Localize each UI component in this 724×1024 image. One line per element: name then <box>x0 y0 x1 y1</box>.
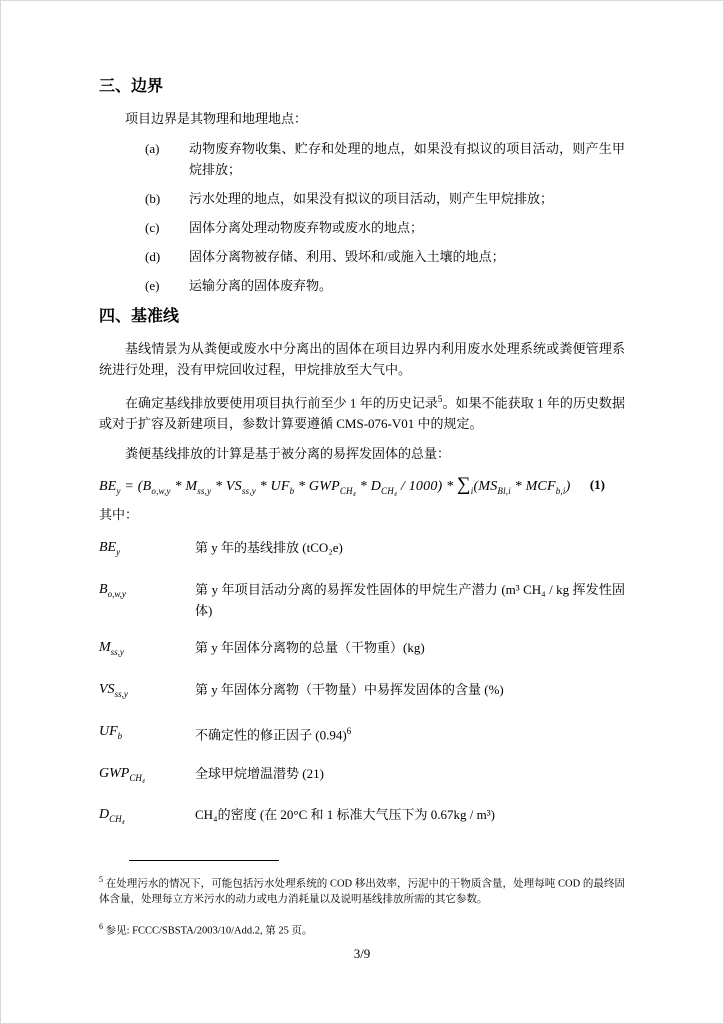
footnote-6-marker: 6 <box>99 921 103 931</box>
section-heading-boundary: 三、边界 <box>99 78 164 95</box>
term-row <box>99 637 625 663</box>
list-item-text: 固体分离处理动物废弃物或废水的地点； <box>189 220 424 235</box>
baseline-paragraph-2-text: 在确定基线排放要使用项目执行前至少 1 年的历史记录 <box>125 395 438 411</box>
term-definition: CH₄的密度 (在 20°C 和 1 标准大气压下为 0.67kg / m³) <box>195 807 495 823</box>
list-item <box>99 275 625 296</box>
list-item <box>99 217 625 238</box>
term-row <box>99 537 625 563</box>
footnote-6 <box>99 919 625 940</box>
equation-1-row <box>99 474 625 496</box>
section-heading-baseline: 四、基准线 <box>99 308 180 325</box>
term-symbol: $VS_{ss,y}$ <box>99 681 128 699</box>
formula-expression: $BE_y = (B_{o,w,y} * M_{ss,y} * VS_{ss,y} * UF_b * GWP_{CH_4} * D_{CH_4} / 1000) * \sum_i(MS_{Bl,i} * MCF_{b,i})$ <box>99 474 571 497</box>
list-item-label: (c) <box>145 220 160 235</box>
term-row <box>99 679 625 705</box>
footnote-reference-5: 5 <box>437 394 443 404</box>
footnote-5 <box>99 872 625 909</box>
term-symbol: $D_{CH_4}$ <box>99 807 125 825</box>
list-item <box>99 138 625 180</box>
list-item-text: 污水处理的地点，如果没有拟议的项目活动，则产生甲烷排放； <box>189 191 554 206</box>
footnote-reference-6: 6 <box>346 725 352 736</box>
equation-number: (1) <box>589 477 605 493</box>
term-row <box>99 763 625 789</box>
boundary-list <box>99 138 625 296</box>
boundary-intro-paragraph: 项目边界是其物理和地理地点： <box>125 111 308 126</box>
footnote-5-marker: 5 <box>99 874 103 884</box>
list-item <box>99 188 625 209</box>
baseline-paragraph-1: 基线情景为从粪便或废水中分离出的固体在项目边界内利用废水处理系统或粪便管理系统进行处理，没有甲烷回收过程，甲烷排放至大气中。 <box>99 341 625 377</box>
term-definition: 不确定性的修正因子 $(0.94)^6$ <box>195 725 352 743</box>
baseline-paragraph-3: 粪便基线排放的计算是基于被分离的易挥发固体的总量： <box>125 446 451 462</box>
page-number: 3/9 <box>353 946 371 961</box>
list-item-label: (e) <box>145 278 160 293</box>
list-item-label: (b) <box>145 191 161 206</box>
list-item-text: 固体分离物被存储、利用、毁坏和/或施入土壤的地点； <box>189 249 505 264</box>
list-item-label: (a) <box>145 141 160 156</box>
term-symbol: $BE_y$ <box>99 540 121 558</box>
term-row <box>99 579 625 621</box>
footnote-6-text: 参见: FCCC/SBSTA/2003/10/Add.2, 第 25 页。 <box>105 925 313 936</box>
term-definition: 第 y 年固体分离物的总量（干物重）(kg) <box>195 640 425 656</box>
term-row <box>99 804 625 830</box>
term-definition: 全球甲烷增温潜势 (21) <box>195 765 324 781</box>
where-label: 其中： <box>99 507 139 523</box>
footnote-5-text: 在处理污水的情况下，可能包括污水处理系统的 COD 移出效率，污泥中的干物质含量，处理每吨 COD 的最终固体含量，处理每立方米污水的动力或电力消耗量以及说明基线排放所需的其它参数。 <box>99 878 626 905</box>
term-definition: 第 y 年项目活动分离的易挥发性固体的甲烷生产潜力 (m³ CH₄ / kg 挥发性固体) <box>195 582 625 619</box>
footnotes-area <box>99 860 625 941</box>
term-definition: 第 y 年的基线排放 (tCO₂e) <box>195 540 343 556</box>
term-definition: 第 y 年固体分离物（干物量）中易挥发固体的含量 (%) <box>195 681 504 697</box>
term-definitions <box>99 537 625 830</box>
term-symbol: $B_{o,w,y}$ <box>99 582 126 599</box>
term-symbol: $GWP_{CH_4}$ <box>99 765 145 783</box>
baseline-paragraph-2 <box>99 389 625 434</box>
list-item-text: 动物废弃物收集、贮存和处理的地点，如果没有拟议的项目活动，则产生甲烷排放； <box>189 141 625 177</box>
list-item-label: (d) <box>145 249 161 264</box>
footnote-separator-rule <box>129 860 279 861</box>
list-item <box>99 246 625 267</box>
baseline-paragraph-2-text: 。如果不能获取 1 年的历史数据或对于扩容及新建项目，参数计算要遵循 CMS-076-V01 中的规定。 <box>99 395 625 432</box>
list-item-text: 运输分离的固体废弃物。 <box>189 278 333 293</box>
term-row <box>99 721 625 747</box>
term-symbol: $M_{ss,y}$ <box>99 640 124 657</box>
term-symbol: $UF_b$ <box>99 723 123 741</box>
